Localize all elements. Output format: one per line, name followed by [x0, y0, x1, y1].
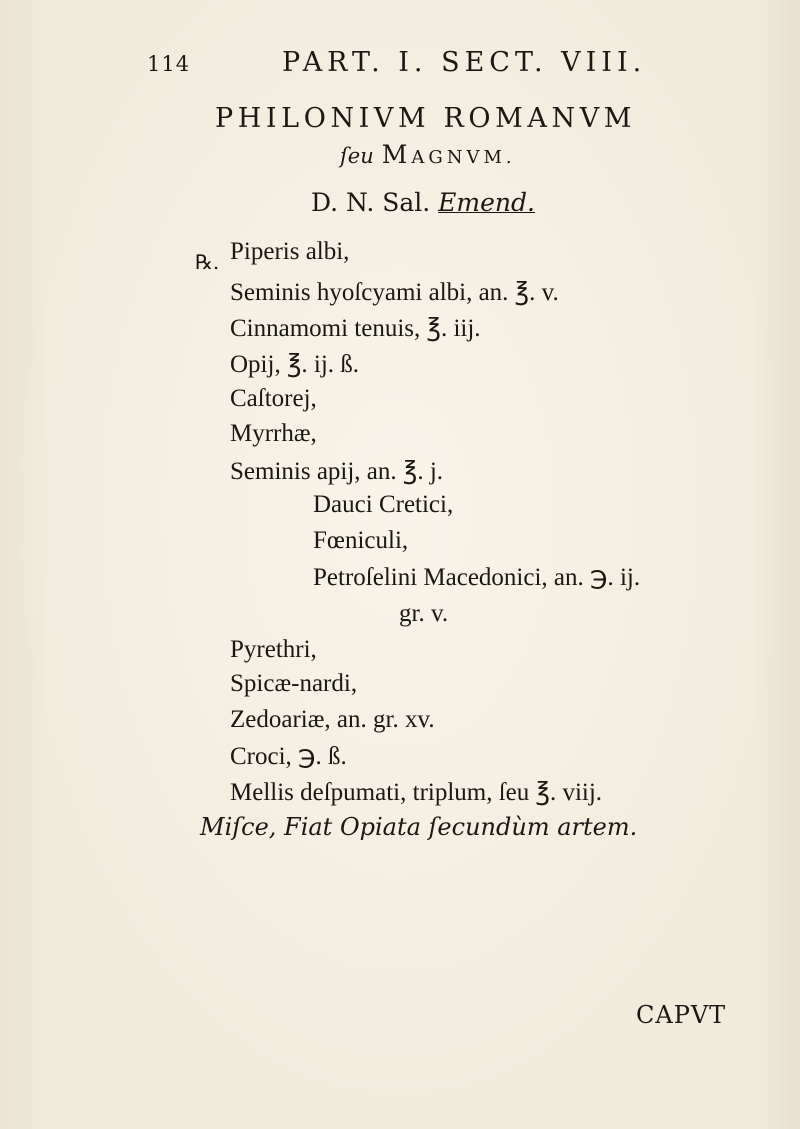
- source-emend: Emend.: [438, 188, 535, 217]
- running-head: PART. I. SECT. VIII.: [282, 47, 647, 78]
- ingredient-line: Spicæ-nardi,: [230, 670, 358, 697]
- page-number: 114: [147, 52, 191, 76]
- ingredient-line: Caſtorej,: [230, 385, 317, 412]
- ingredient-line: Zedoariæ, an. gr. xv.: [230, 706, 435, 733]
- ingredient-line: gr. v.: [399, 600, 449, 627]
- ingredient-line: Piperis albi,: [230, 238, 350, 265]
- ingredient-line: Pyrethri,: [230, 636, 317, 663]
- source-text: D. N. Sal.: [311, 188, 431, 217]
- ingredient-line: Fœniculi,: [313, 527, 409, 554]
- ingredient-line: Myrrhæ,: [230, 420, 317, 447]
- subtitle-seu: ſeu: [340, 144, 374, 168]
- source-attribution: [311, 188, 535, 217]
- ingredient-line: Cinnamomi tenuis, ℥. iij.: [230, 315, 481, 342]
- recipe-closing: Miſce, Fiat Opiata ſecundùm artem.: [200, 813, 638, 841]
- catchword: CAPVT: [636, 1001, 727, 1029]
- subtitle-magnum: [382, 140, 516, 169]
- ingredient-line: Petroſelini Macedonici, an. ℈. ij.: [313, 564, 641, 591]
- recipe-title: PHILONIVM ROMANVM: [215, 103, 637, 134]
- ingredient-line: Mellis deſpumati, triplum, ſeu ℥. viij.: [230, 779, 603, 806]
- magnum-initial: M: [381, 140, 412, 169]
- recipe-symbol: ℞.: [195, 250, 220, 274]
- ingredient-line: Seminis apij, an. ℥. j.: [230, 458, 444, 485]
- ingredient-line: Croci, ℈. ß.: [230, 743, 347, 770]
- ingredient-line: Opij, ℥. ij. ß.: [230, 351, 360, 378]
- magnum-rest: AGNVM.: [411, 147, 516, 168]
- ingredient-line: Dauci Cretici,: [313, 491, 454, 518]
- recipe-subtitle: [340, 140, 516, 169]
- ingredient-line: Seminis hyoſcyami albi, an. ℥. v.: [230, 279, 559, 306]
